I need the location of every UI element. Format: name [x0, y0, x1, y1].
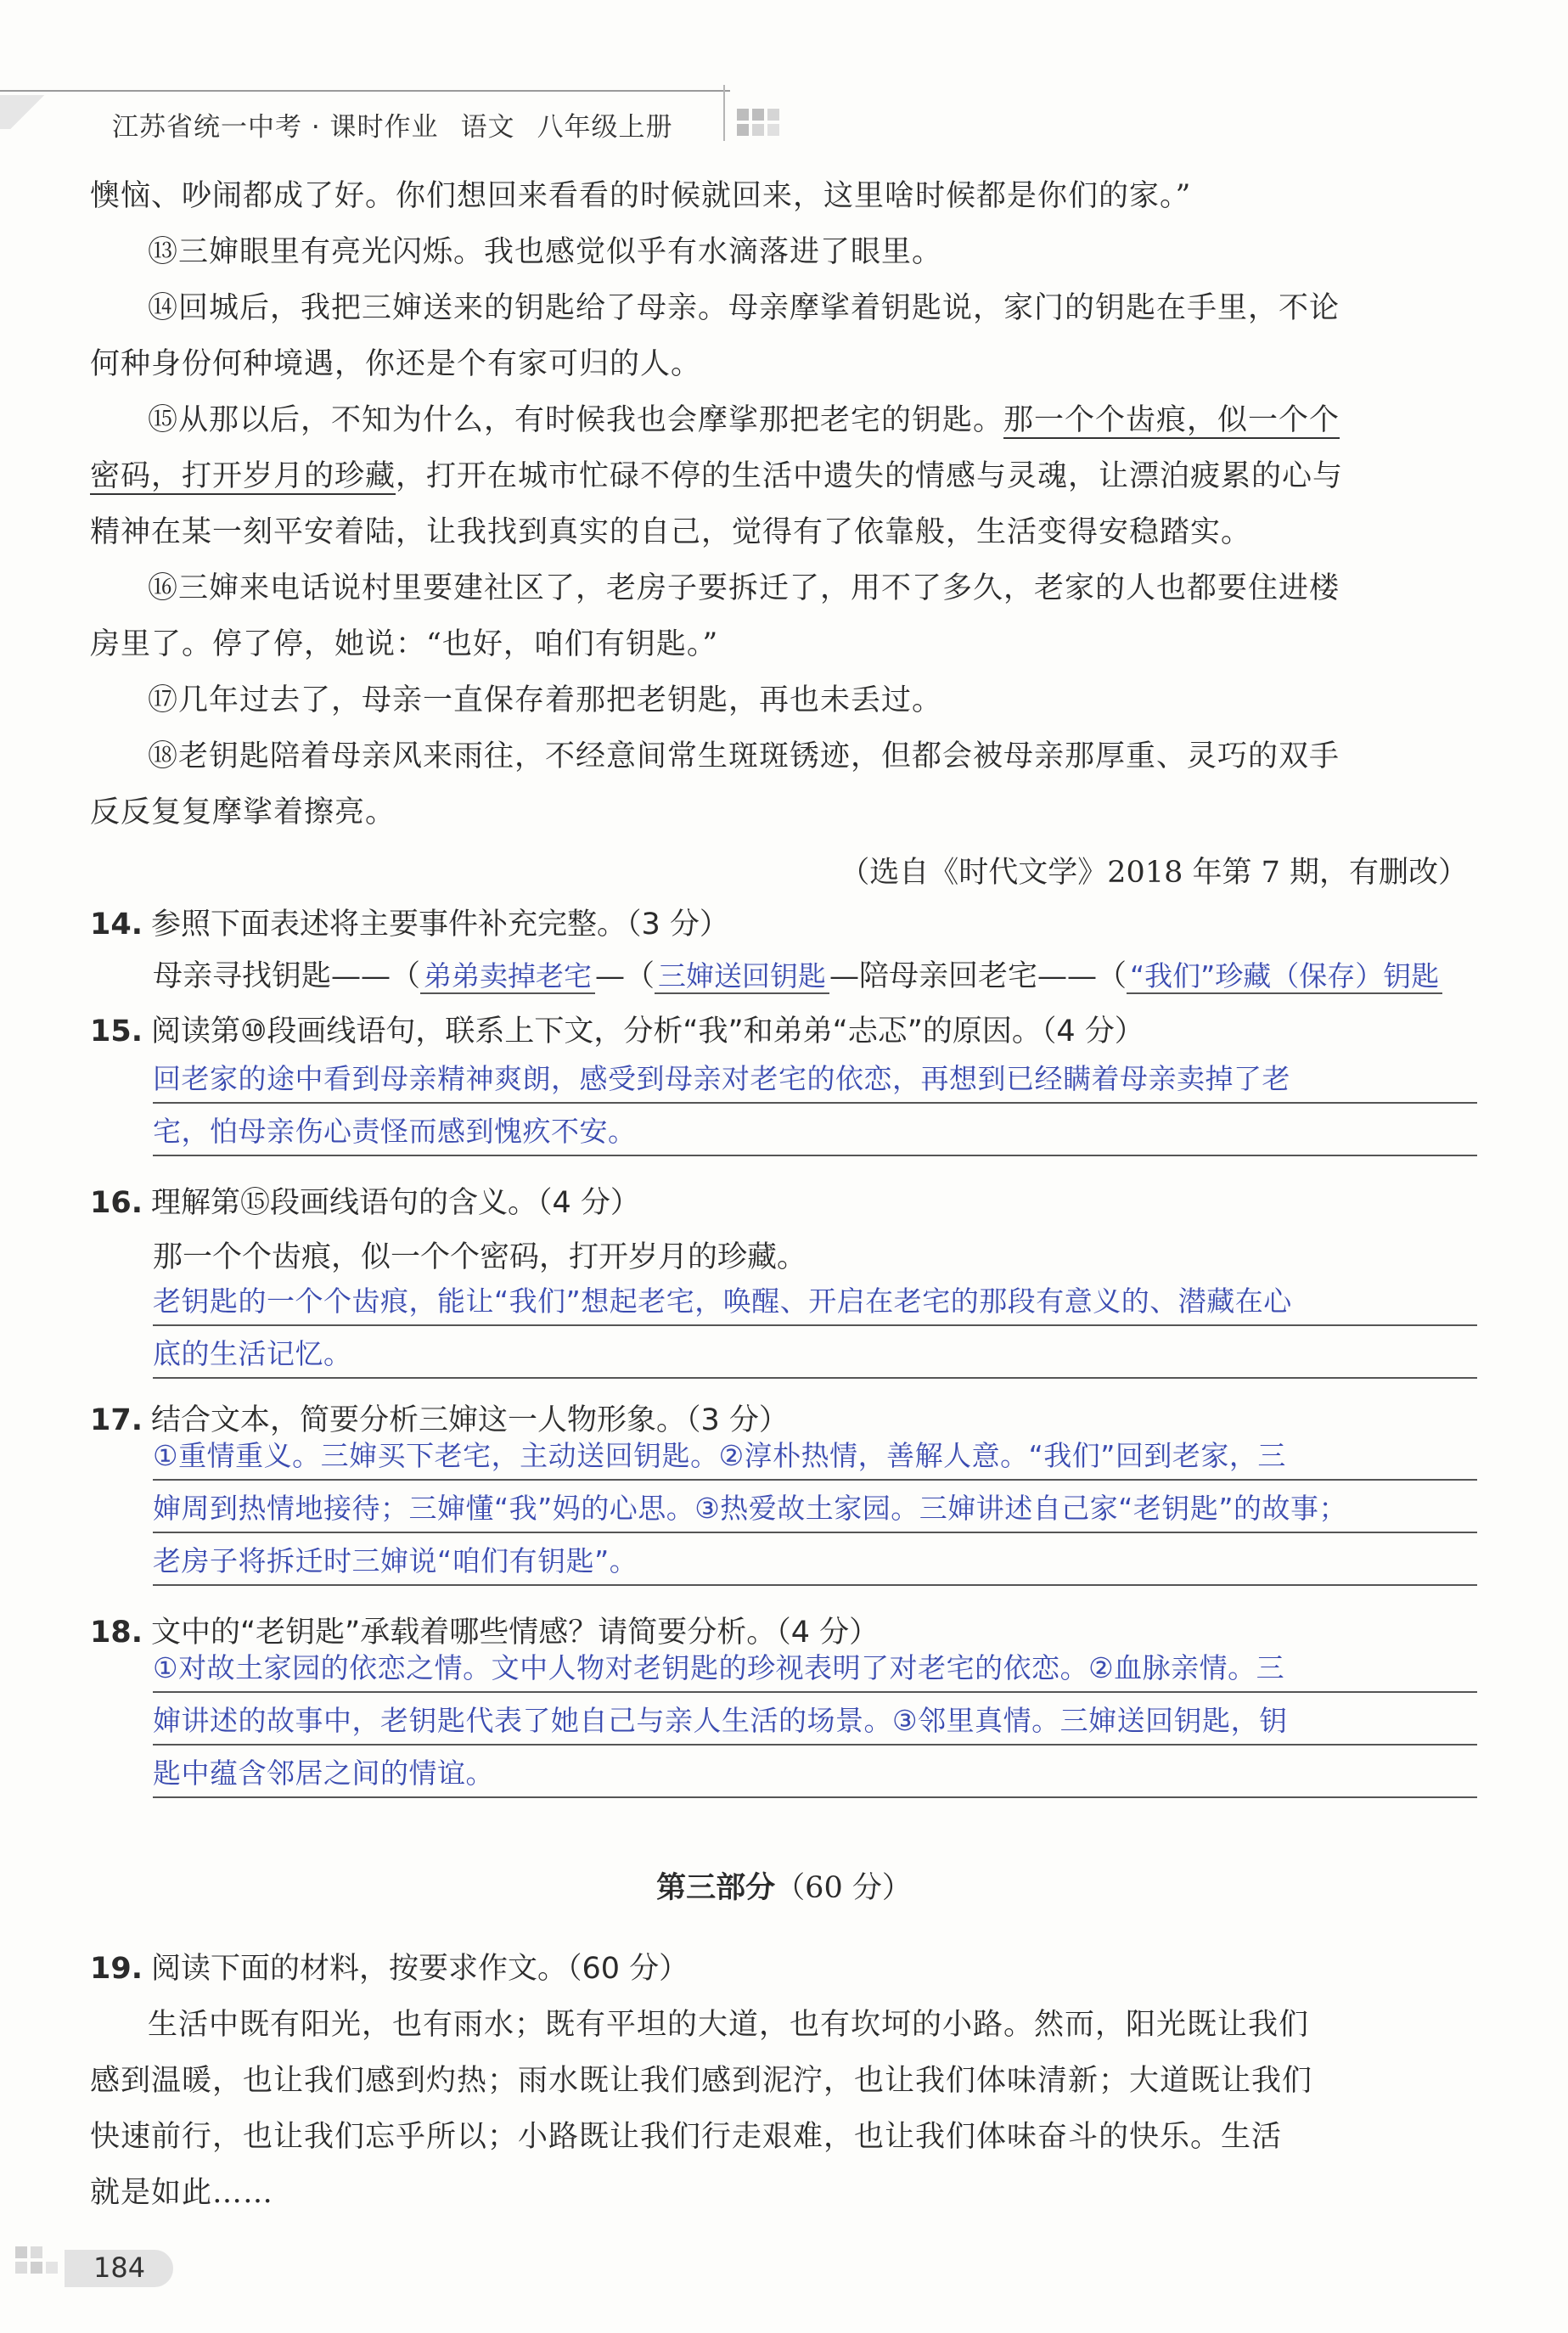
- page-number: 184: [93, 2251, 146, 2284]
- question-15: [90, 1007, 1482, 1056]
- paragraph-15-line1: [90, 392, 1474, 448]
- question-text: 理解第⑮段画线语句的含义。（4 分）: [151, 1186, 640, 1220]
- header-rule: [0, 90, 730, 92]
- question-text: 阅读下面的材料，按要求作文。（60 分）: [151, 1952, 689, 1986]
- q17-answer[interactable]: [153, 1428, 1477, 1586]
- question-number: 19.: [90, 1952, 143, 1986]
- paragraph-18-line2: 反反复复摩挲着擦亮。: [90, 795, 396, 829]
- question-19: [90, 1944, 1482, 1993]
- answer-line: 回老家的途中看到母亲精神爽朗，感受到母亲对老宅的依恋，再想到已经瞒着母亲卖掉了老: [153, 1062, 1290, 1095]
- header-divider: [723, 85, 725, 141]
- paragraph-15-line3: 精神在某一刻平安着陆，让我找到真实的自己，觉得有了依靠般，生活变得安稳踏实。: [90, 515, 1252, 549]
- paragraph-16-line2: 房里了。停了停，她说：“也好，咱们有钥匙。”: [90, 627, 719, 661]
- paragraph-18-line1: ⑱老钥匙陪着母亲风来雨往，不经意间常生斑斑锈迹，但都会被母亲那厚重、灵巧的双手: [148, 739, 1340, 773]
- answer-line: 老钥匙的一个个齿痕，能让“我们”想起老宅，唤醒、开启在老宅的那段有意义的、潜藏在心: [153, 1285, 1292, 1318]
- q14-fill-line: [153, 953, 1442, 995]
- answer-line: 婶讲述的故事中，老钥匙代表了她自己与亲人生活的场景。③邻里真情。三婶送回钥匙，钥: [153, 1704, 1288, 1737]
- passage-line: 懊恼、吵闹都成了好。你们想回来看看的时候就回来，这里啥时候都是你们的家。”: [90, 179, 1192, 213]
- answer-line: 匙中蕴含邻居之间的情谊。: [153, 1757, 494, 1790]
- footer-square-icon: [46, 2262, 58, 2274]
- question-number: 15.: [90, 1015, 143, 1048]
- paragraph-15-text: ⑮从那以后，不知为什么，有时候我也会摩挲那把老宅的钥匙。: [148, 403, 1004, 437]
- q15-answer[interactable]: [153, 1051, 1477, 1156]
- q14-prefix: 母亲寻找钥匙——（: [153, 959, 421, 993]
- question-text: 阅读第⑩段画线语句，联系上下文，分析“我”和弟弟“忐忑”的原因。（4 分）: [151, 1015, 1144, 1048]
- question-16: [90, 1178, 1482, 1228]
- q16-quote: 那一个个齿痕，似一个个密码，打开岁月的珍藏。: [153, 1240, 807, 1274]
- paragraph-17: ⑰几年过去了，母亲一直保存着那把老钥匙，再也未丢过。: [148, 683, 943, 717]
- footer-square-icon: [15, 2262, 27, 2274]
- paragraph-14-line2: 何种身份何种境遇，你还是个有家可归的人。: [90, 347, 702, 381]
- paragraph-15-line2: [90, 448, 1474, 504]
- paragraph-14-line1: ⑭回城后，我把三婶送来的钥匙给了母亲。母亲摩挲着钥匙说，家门的钥匙在手里，不论: [148, 291, 1340, 325]
- paragraph-16-line1: ⑯三婶来电话说村里要建社区了，老房子要拆迁了，用不了多久，老家的人也都要住进楼: [148, 571, 1340, 605]
- essay-material-line: 生活中既有阳光，也有雨水；既有平坦的大道，也有坎坷的小路。然而，阳光既让我们: [148, 2008, 1310, 2042]
- question-number: 14.: [90, 908, 143, 942]
- q14-answer-1[interactable]: 弟弟卖掉老宅: [420, 959, 595, 994]
- answer-line: 老房子将拆迁时三婶说“咱们有钥匙”。: [153, 1544, 638, 1577]
- header-decoration: [0, 95, 76, 129]
- source-citation: （选自《时代文学》2018 年第 7 期，有删改）: [840, 856, 1468, 890]
- question-number: 18.: [90, 1616, 143, 1650]
- question-number: 17.: [90, 1403, 143, 1437]
- footer-square-icon: [31, 2246, 42, 2258]
- answer-line: 宅，怕母亲伤心责怪而感到愧疚不安。: [153, 1115, 637, 1148]
- essay-material-line: 就是如此……: [90, 2176, 274, 2210]
- essay-material-line: 感到温暖，也让我们感到灼热；雨水既让我们感到泥泞，也让我们体味清新；大道既让我们: [90, 2064, 1313, 2098]
- q14-connector-1: —（: [595, 959, 655, 993]
- q14-answer-2[interactable]: 三婶送回钥匙: [655, 959, 829, 994]
- subject-label: 语文: [460, 112, 515, 143]
- book-title: 江苏省统一中考 · 课时作业: [112, 112, 439, 143]
- page-header: [112, 105, 695, 143]
- answer-line: 底的生活记忆。: [153, 1337, 352, 1370]
- question-text: 文中的“老钥匙”承载着哪些情感？请简要分析。（4 分）: [151, 1616, 880, 1650]
- section-title-text: 第三部分: [656, 1871, 776, 1905]
- question-14: [90, 900, 1482, 949]
- grade-label: 八年级上册: [537, 112, 673, 143]
- q16-answer[interactable]: [153, 1273, 1477, 1379]
- footer-square-icon: [31, 2262, 42, 2274]
- answer-line: 婶周到热情地接待；三婶懂“我”妈的心思。③热爱故土家园。三婶讲述自己家“老钥匙”的故事；: [153, 1492, 1347, 1525]
- header-squares-icon: [737, 109, 784, 143]
- question-text: 参照下面表述将主要事件补充完整。（3 分）: [151, 908, 729, 942]
- q18-answer[interactable]: [153, 1640, 1477, 1798]
- answer-line: ①重情重义。三婶买下老宅，主动送回钥匙。②淳朴热情，善解人意。“我们”回到老家，三: [153, 1439, 1286, 1472]
- q14-answer-3[interactable]: “我们”珍藏（保存）钥匙: [1127, 959, 1442, 994]
- answer-line: ①对故土家园的依恋之情。文中人物对老钥匙的珍视表明了对老宅的依恋。②血脉亲情。三: [153, 1651, 1285, 1684]
- question-number: 16.: [90, 1186, 143, 1220]
- footer-square-icon: [15, 2246, 27, 2258]
- essay-material-line: 快速前行，也让我们忘乎所以；小路既让我们行走艰难，也让我们体味奋斗的快乐。生活: [90, 2120, 1283, 2154]
- section-title: [0, 1864, 1568, 1907]
- paragraph-13: ⑬三婶眼里有亮光闪烁。我也感觉似乎有水滴落进了眼里。: [148, 235, 943, 269]
- underlined-sentence-cont: 密码，打开岁月的珍藏: [90, 459, 396, 493]
- section-score: （60 分）: [775, 1871, 912, 1905]
- underlined-sentence: 那一个个齿痕，似一个个: [1003, 403, 1340, 437]
- question-text: 结合文本，简要分析三婶这一人物形象。（3 分）: [151, 1403, 789, 1437]
- q14-connector-2: —陪母亲回老宅——（: [829, 959, 1127, 993]
- paragraph-15-text-cont: ，打开在城市忙碌不停的生活中遗失的情感与灵魂，让漂泊疲累的心与: [396, 459, 1344, 493]
